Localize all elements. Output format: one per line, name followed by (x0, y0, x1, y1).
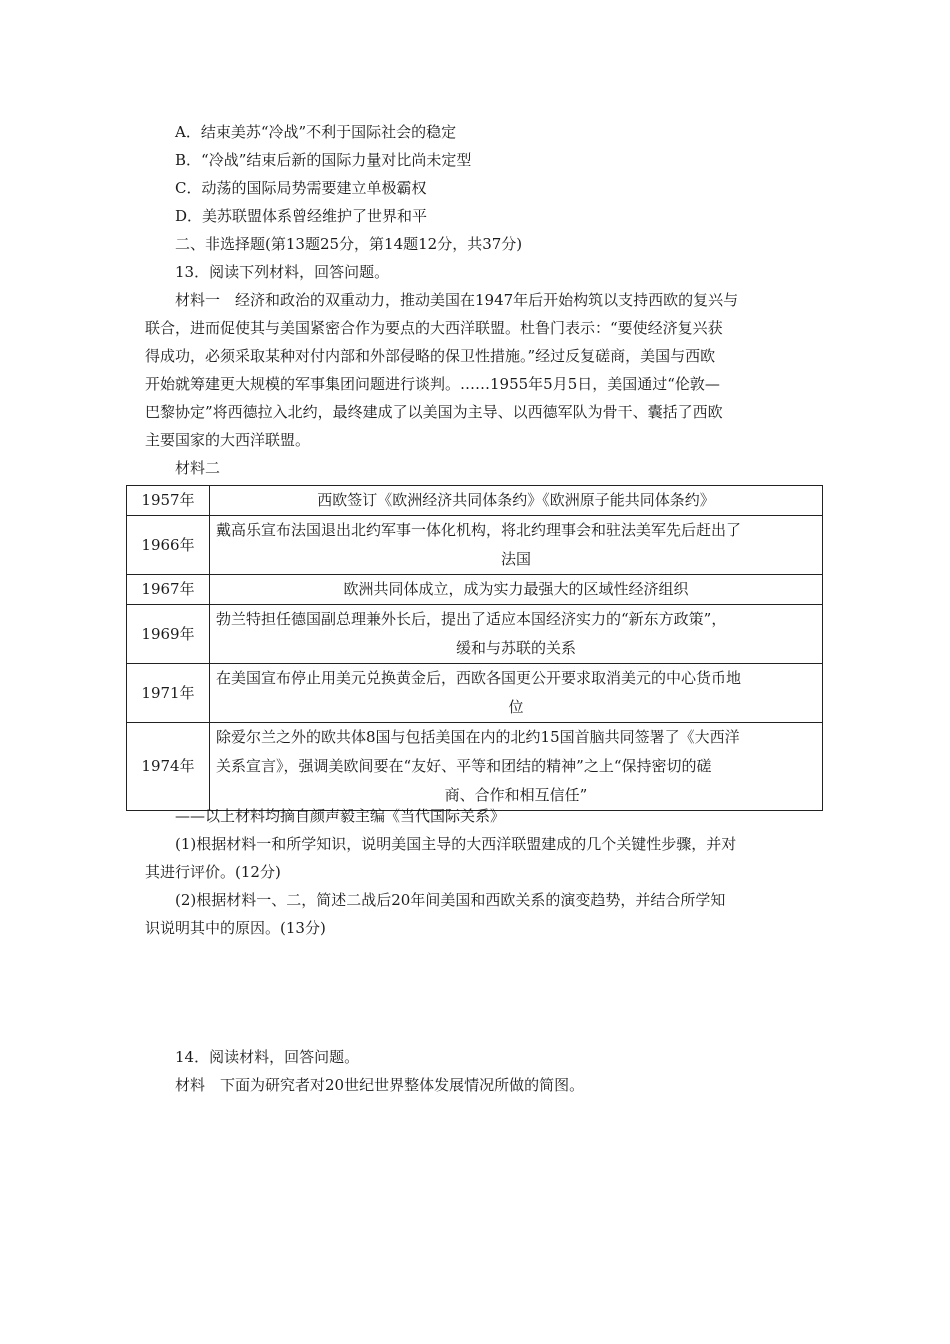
event-text: 欧洲共同体成立，成为实力最强大的区域性经济组织 (343, 580, 689, 598)
q13-sub2-line: 识说明其中的原因。(13分) (145, 919, 326, 937)
timeline-table (126, 485, 823, 811)
event-text: 戴高乐宣布法国退出北约军事一体化机构，将北约理事会和驻法美军先后赶出了 (216, 521, 742, 539)
event-cell (210, 605, 823, 664)
event-text: 法国 (500, 550, 531, 568)
year-cell: 1974年 (127, 723, 210, 811)
material1-line: 材料一 经济和政治的双重动力，推动美国在1947年后开始构筑以支持西欧的复兴与 (175, 291, 739, 309)
q13-sub2-line: (2)根据材料一、二，简述二战后20年间美国和西欧关系的演变趋势，并结合所学知 (175, 891, 726, 909)
option-d: D．美苏联盟体系曾经维护了世界和平 (175, 207, 428, 225)
q14-material: 材料 下面为研究者对20世纪世界整体发展情况所做的简图。 (175, 1076, 585, 1094)
year-cell: 1957年 (127, 486, 210, 516)
event-text: 除爱尔兰之外的欧共体8国与包括美国在内的北约15国首脑共同签署了《大西洋 (216, 728, 740, 746)
year-cell: 1966年 (127, 516, 210, 575)
material1-line: 主要国家的大西洋联盟。 (145, 431, 311, 449)
material1-line: 开始就筹建更大规模的军事集团问题进行谈判。……1955年5月5日，美国通过“伦敦— (145, 375, 720, 393)
material1-line: 巴黎协定”将西德拉入北约，最终建成了以美国为主导、以西德军队为骨干、囊括了西欧 (145, 403, 723, 421)
table-row (127, 486, 823, 516)
table-row (127, 605, 823, 664)
material2-label: 材料二 (175, 459, 221, 477)
event-text: 商、合作和相互信任” (444, 786, 588, 804)
event-cell (210, 516, 823, 575)
event-text: 在美国宣布停止用美元兑换黄金后，西欧各国更公开要求取消美元的中心货币地 (216, 669, 742, 687)
q13-sub1-line: (1)根据材料一和所学知识，说明美国主导的大西洋联盟建成的几个关键性步骤，并对 (175, 835, 737, 853)
event-cell (210, 723, 823, 811)
year-cell: 1967年 (127, 575, 210, 605)
material1-line: 联合，进而促使其与美国紧密合作为要点的大西洋联盟。杜鲁门表示：“要使经济复兴获 (145, 319, 723, 337)
event-text: 位 (508, 698, 524, 716)
event-cell (210, 486, 823, 516)
table-row (127, 516, 823, 575)
event-text: 关系宣言》，强调美欧间要在“友好、平等和团结的精神”之上“保持密切的磋 (216, 757, 712, 775)
table-row (127, 575, 823, 605)
event-cell (210, 664, 823, 723)
year-cell: 1971年 (127, 664, 210, 723)
event-cell (210, 575, 823, 605)
source-citation: ——以上材料均摘自颜声毅主编《当代国际关系》 (175, 807, 506, 825)
event-text: 西欧签订《欧洲经济共同体条约》《欧洲原子能共同体条约》 (317, 491, 715, 509)
table-row (127, 664, 823, 723)
event-text: 缓和与苏联的关系 (455, 639, 576, 657)
year-cell: 1969年 (127, 605, 210, 664)
option-a: A．结束美苏“冷战”不利于国际社会的稳定 (175, 123, 457, 141)
material1-line: 得成功，必须采取某种对付内部和外部侵略的保卫性措施。”经过反复磋商，美国与西欧 (145, 347, 716, 365)
q13-sub1-line: 其进行评价。(12分) (145, 863, 281, 881)
q14-title: 14．阅读材料，回答问题。 (175, 1048, 360, 1066)
section-header: 二、非选择题(第13题25分，第14题12分，共37分) (175, 235, 523, 253)
option-c: C．动荡的国际局势需要建立单极霸权 (175, 179, 427, 197)
table-row (127, 723, 823, 811)
event-text: 勃兰特担任德国副总理兼外长后，提出了适应本国经济实力的“新东方政策”， (216, 610, 727, 628)
q13-title: 13．阅读下列材料，回答问题。 (175, 263, 390, 281)
option-b: B．“冷战”结束后新的国际力量对比尚未定型 (175, 151, 472, 169)
